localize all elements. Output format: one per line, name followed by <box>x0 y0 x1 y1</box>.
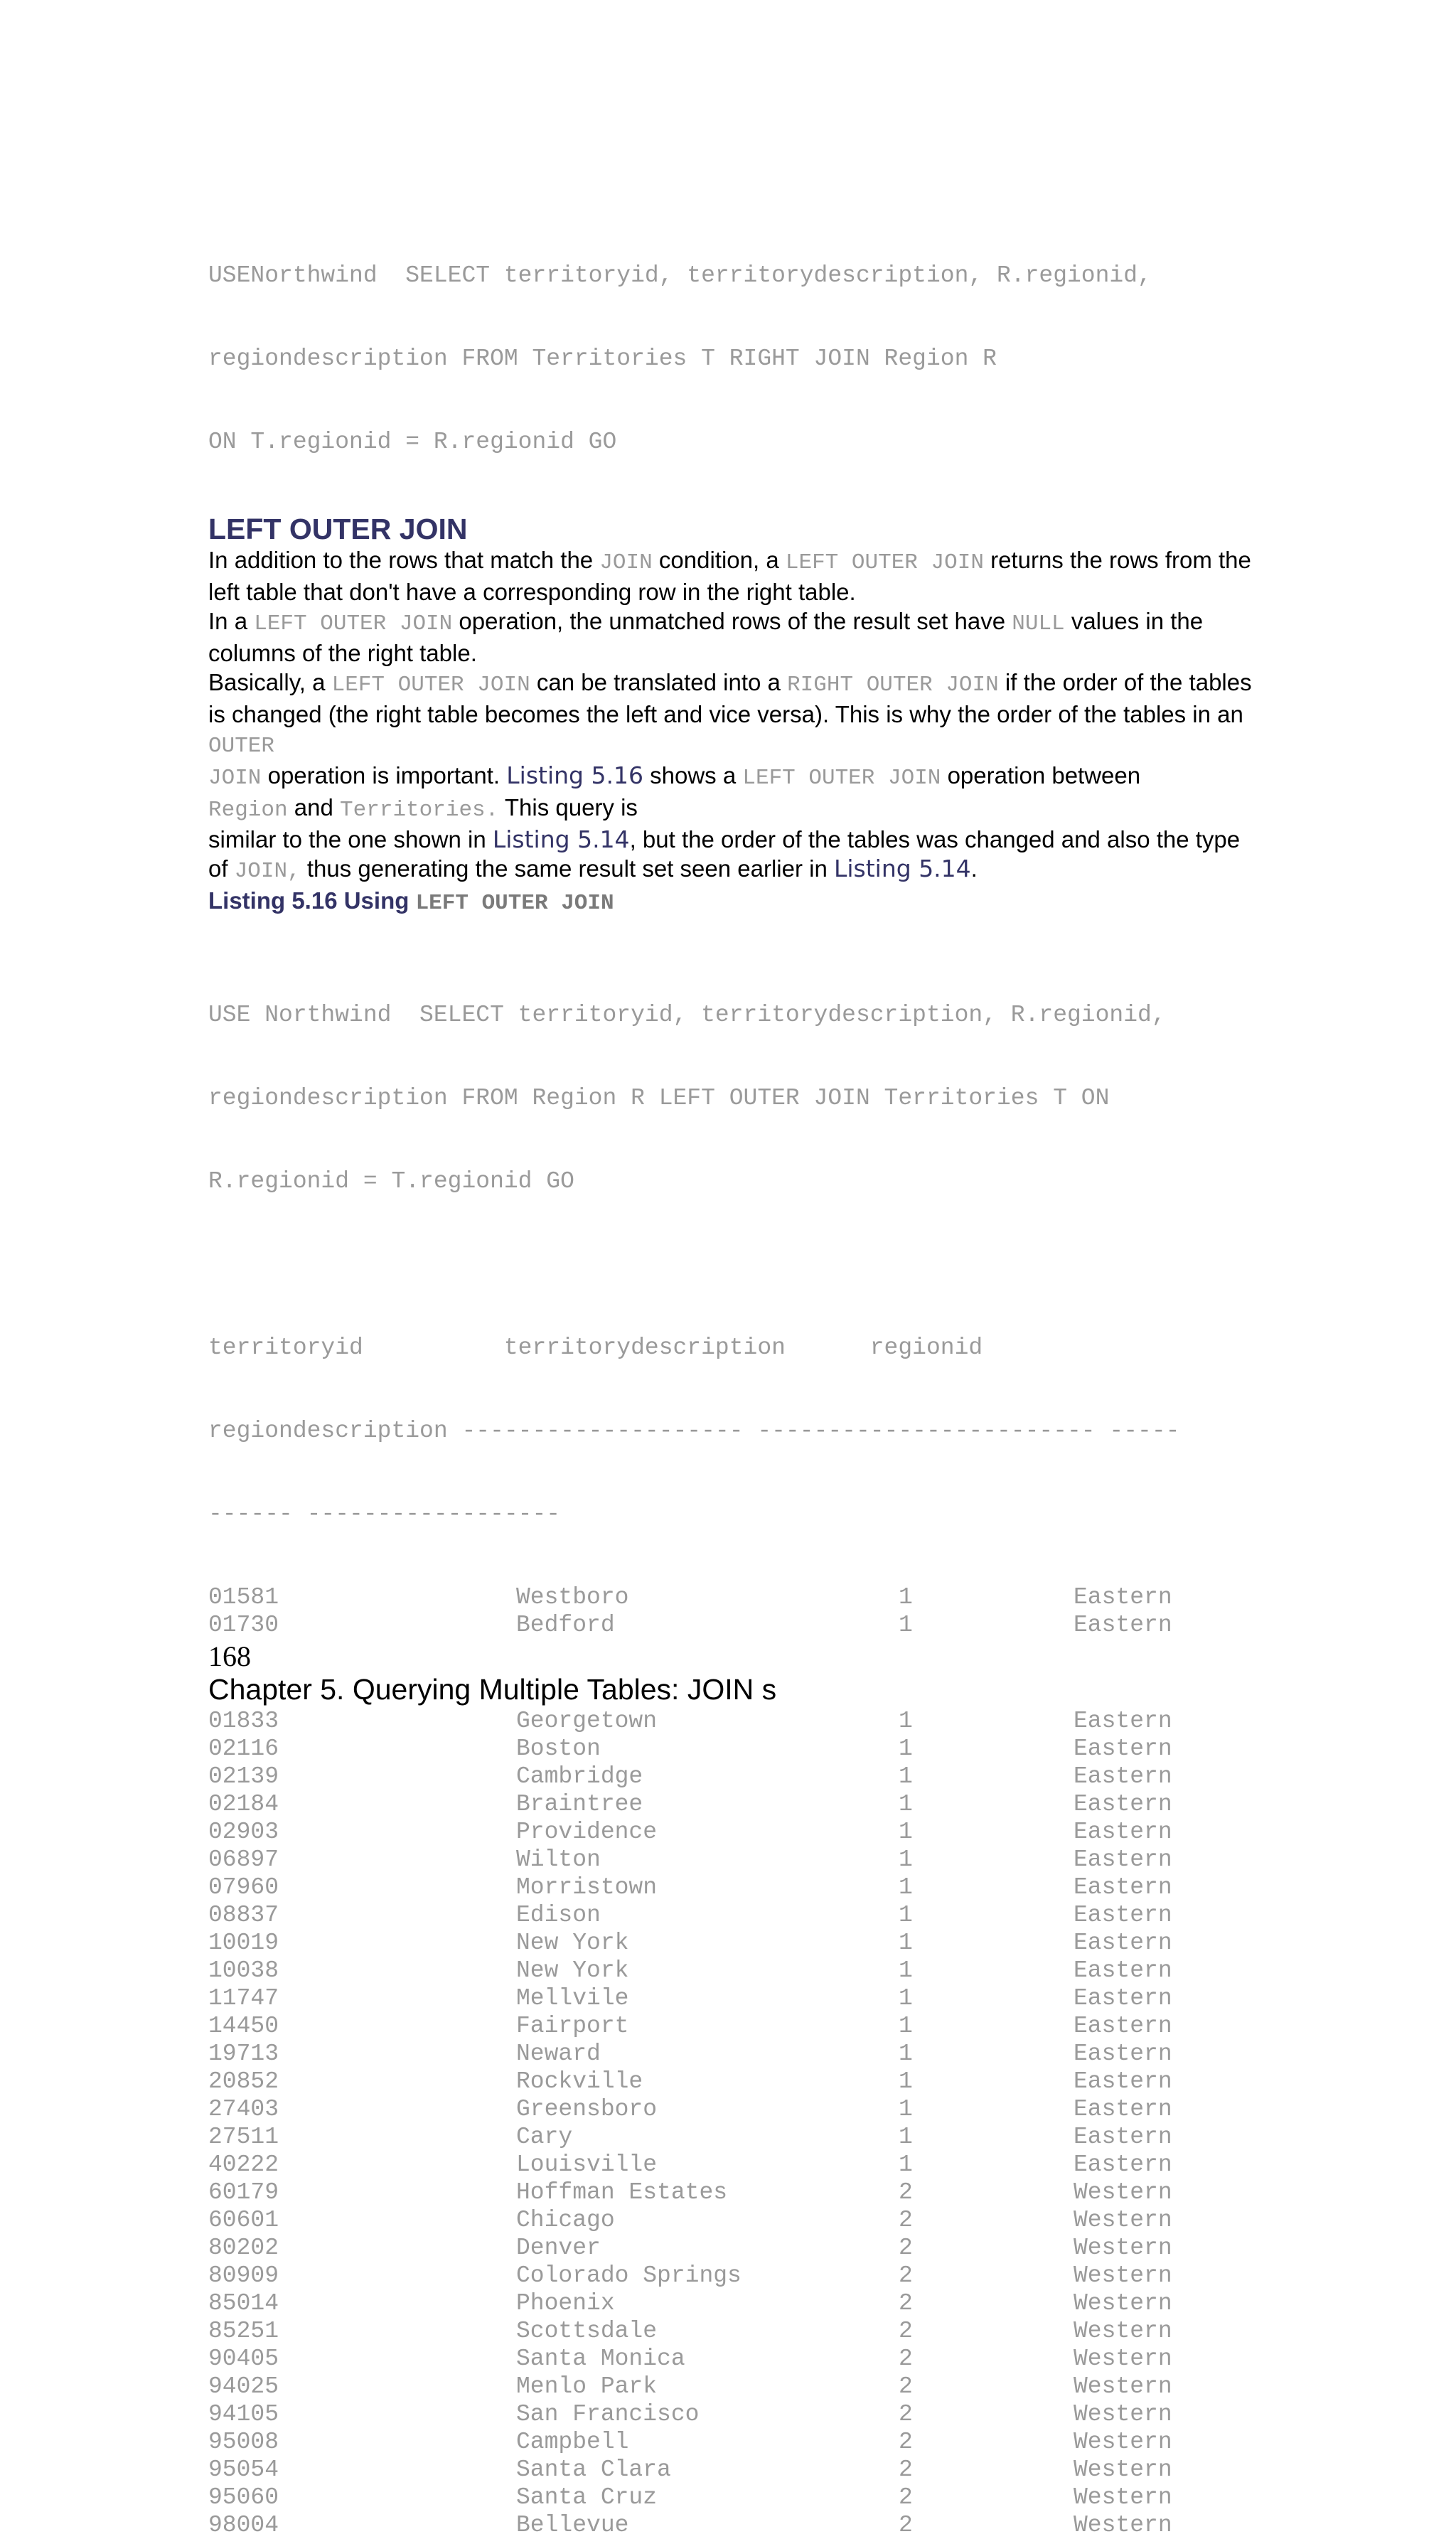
table-row <box>208 1873 1253 1901</box>
territory-description-cell: Wilton <box>516 1846 601 1873</box>
region-id-cell: 1 <box>899 1708 913 1734</box>
table-row <box>208 2456 1253 2484</box>
territory-description-cell: Bellevue <box>516 2512 629 2538</box>
table-row <box>208 1984 1253 2012</box>
text: This query is <box>498 794 638 821</box>
territory-id-cell: 10019 <box>208 1930 279 1956</box>
region-id-cell: 2 <box>899 2373 913 2400</box>
table-row <box>208 1929 1253 1957</box>
territory-id-cell: 80202 <box>208 2235 279 2261</box>
territory-id-cell: 95054 <box>208 2457 279 2483</box>
inline-code: LEFT OUTER JOIN <box>785 550 984 575</box>
territory-description-cell: Boston <box>516 1736 601 1762</box>
table-row <box>208 2511 1253 2539</box>
region-description-cell: Eastern <box>1074 1846 1172 1873</box>
chapter-title: Chapter 5. Querying Multiple Tables: JOIN s <box>208 1673 777 1706</box>
territory-id-cell: 95060 <box>208 2484 279 2511</box>
inline-code: JOIN <box>208 766 262 791</box>
region-id-cell: 1 <box>899 1846 913 1873</box>
territory-description-cell: Campbell <box>516 2429 629 2455</box>
territory-description-cell: Santa Monica <box>516 2346 685 2372</box>
region-description-cell: Western <box>1074 2179 1172 2206</box>
region-id-cell: 2 <box>899 2207 913 2233</box>
region-id-cell: 2 <box>899 2235 913 2261</box>
territory-id-cell: 19713 <box>208 2041 279 2067</box>
territory-description-cell: New York <box>516 1930 629 1956</box>
territory-description-cell: Hoffman Estates <box>516 2179 728 2206</box>
territory-description-cell: Mellvile <box>516 1985 629 2011</box>
text: and <box>287 794 341 821</box>
region-description-cell: Western <box>1074 2318 1172 2344</box>
listing-link[interactable]: Listing 5.14 <box>833 855 971 882</box>
region-id-cell: 2 <box>899 2346 913 2372</box>
territory-description-cell: Cary <box>516 2124 573 2150</box>
territory-id-cell: 94025 <box>208 2373 279 2400</box>
region-description-cell: Eastern <box>1074 1584 1172 1610</box>
region-description-cell: Eastern <box>1074 2013 1172 2039</box>
territory-id-cell: 80909 <box>208 2262 279 2289</box>
inline-code: LEFT OUTER JOIN <box>254 611 453 636</box>
inline-code: NULL <box>1012 611 1065 636</box>
region-id-cell: 2 <box>899 2318 913 2344</box>
territory-id-cell: 20852 <box>208 2068 279 2095</box>
region-id-cell: 1 <box>899 2068 913 2095</box>
table-row <box>208 2234 1253 2262</box>
table-row <box>208 1763 1253 1790</box>
text: operation between <box>941 762 1141 789</box>
territory-id-cell: 01730 <box>208 1612 279 1638</box>
table-row <box>208 1790 1253 1818</box>
territory-id-cell: 94105 <box>208 2401 279 2427</box>
territory-id-cell: 14450 <box>208 2013 279 2039</box>
territory-id-cell: 06897 <box>208 1846 279 1873</box>
territory-description-cell: Cambridge <box>516 1763 643 1790</box>
section-heading: LEFT OUTER JOIN <box>208 513 468 545</box>
territory-id-cell: 85014 <box>208 2290 279 2316</box>
territory-id-cell: 08837 <box>208 1902 279 1928</box>
region-id-cell: 1 <box>899 1584 913 1610</box>
table-row <box>208 1583 1253 1611</box>
listing-caption <box>208 886 1253 918</box>
territory-description-cell: Bedford <box>516 1612 615 1638</box>
territory-id-cell: 27403 <box>208 2096 279 2122</box>
table-row <box>208 2428 1253 2456</box>
region-id-cell: 2 <box>899 2290 913 2316</box>
text: values in the columns of the right table. <box>208 608 1204 666</box>
code-line: regiondescription FROM Territories T RIGHT JOIN Region R <box>208 346 997 372</box>
region-description-cell: Eastern <box>1074 1874 1172 1901</box>
territory-id-cell: 02903 <box>208 1819 279 1845</box>
code-block-right-join <box>208 206 1253 511</box>
region-description-cell: Western <box>1074 2484 1172 2511</box>
table-row <box>208 2484 1253 2511</box>
paragraph-intro <box>208 545 1253 606</box>
region-description-cell: Eastern <box>1074 1736 1172 1762</box>
region-id-cell: 1 <box>899 1902 913 1928</box>
paragraph-unmatched <box>208 606 1253 668</box>
code-line: R.regionid = T.regionid GO <box>208 1168 574 1194</box>
territory-description-cell: San Francisco <box>516 2401 700 2427</box>
territory-id-cell: 07960 <box>208 1874 279 1901</box>
region-id-cell: 2 <box>899 2179 913 2206</box>
code-line: USE Northwind SELECT territoryid, territorydescription, R.regionid, <box>208 1002 1166 1028</box>
region-description-cell: Eastern <box>1074 1612 1172 1638</box>
territory-id-cell: 27511 <box>208 2124 279 2150</box>
region-id-cell: 2 <box>899 2512 913 2538</box>
territory-description-cell: Edison <box>516 1902 601 1928</box>
region-id-cell: 1 <box>899 2152 913 2178</box>
table-row <box>208 2317 1253 2345</box>
region-description-cell: Western <box>1074 2457 1172 2483</box>
region-description-cell: Eastern <box>1074 1957 1172 1984</box>
listing-link[interactable]: Listing 5.14 <box>492 825 630 853</box>
territory-description-cell: Neward <box>516 2041 601 2067</box>
territory-id-cell: 98004 <box>208 2512 279 2538</box>
code-line: regiondescription FROM Region R LEFT OUTER JOIN Territories T ON <box>208 1085 1110 1111</box>
territory-id-cell: 02116 <box>208 1736 279 1762</box>
territory-id-cell: 90405 <box>208 2346 279 2372</box>
territory-description-cell: Morristown <box>516 1874 658 1901</box>
table-row <box>208 2373 1253 2400</box>
table-row <box>208 2262 1253 2289</box>
table-row <box>208 1846 1253 1873</box>
region-id-cell: 1 <box>899 2096 913 2122</box>
region-description-cell: Eastern <box>1074 1791 1172 1817</box>
result-header-line: regiondescription -------------------- ------------------------ ----- <box>208 1418 1180 1444</box>
text: shows a <box>643 762 743 789</box>
territory-description-cell: Rockville <box>516 2068 643 2095</box>
territory-id-cell: 60601 <box>208 2207 279 2233</box>
table-row <box>208 1611 1253 1639</box>
region-id-cell: 2 <box>899 2429 913 2455</box>
code-line: USENorthwind SELECT territoryid, territorydescription, R.regionid, <box>208 262 1152 289</box>
region-description-cell: Eastern <box>1074 2124 1172 2150</box>
territory-id-cell: 02184 <box>208 1791 279 1817</box>
territory-description-cell: Scottsdale <box>516 2318 658 2344</box>
region-description-cell: Western <box>1074 2290 1172 2316</box>
listing-caption-code: LEFT OUTER JOIN <box>415 891 614 916</box>
code-block-left-outer-join <box>208 946 1253 1251</box>
table-row <box>208 1818 1253 1846</box>
inline-code: JOIN, <box>234 859 301 884</box>
region-id-cell: 1 <box>899 1874 913 1901</box>
region-id-cell: 1 <box>899 1819 913 1845</box>
territory-id-cell: 01833 <box>208 1708 279 1734</box>
territory-id-cell: 95008 <box>208 2429 279 2455</box>
text: . <box>970 855 978 882</box>
region-id-cell: 1 <box>899 1985 913 2011</box>
territory-description-cell: Louisville <box>516 2152 658 2178</box>
region-id-cell: 1 <box>899 1736 913 1762</box>
table-row <box>208 1735 1253 1763</box>
territory-description-cell: Phoenix <box>516 2290 615 2316</box>
text: operation, the unmatched rows of the result set have <box>452 608 1012 634</box>
territory-description-cell: Georgetown <box>516 1708 658 1734</box>
region-description-cell: Western <box>1074 2262 1172 2289</box>
table-row <box>208 2206 1253 2234</box>
table-row <box>208 2040 1253 2068</box>
text: can be translated into a <box>530 669 788 695</box>
territory-description-cell: Braintree <box>516 1791 643 1817</box>
territory-description-cell: Menlo Park <box>516 2373 658 2400</box>
table-row <box>208 2095 1253 2123</box>
territory-id-cell: 85251 <box>208 2318 279 2344</box>
territory-description-cell: Providence <box>516 1819 658 1845</box>
territory-id-cell: 60179 <box>208 2179 279 2206</box>
table-row <box>208 2123 1253 2151</box>
territory-id-cell: 40222 <box>208 2152 279 2178</box>
region-description-cell: Western <box>1074 2346 1172 2372</box>
region-id-cell: 1 <box>899 2041 913 2067</box>
territory-description-cell: New York <box>516 1957 629 1984</box>
region-id-cell: 1 <box>899 1612 913 1638</box>
text: similar to the one shown in <box>208 826 493 852</box>
table-row <box>208 1901 1253 1929</box>
region-id-cell: 2 <box>899 2457 913 2483</box>
table-row <box>208 2012 1253 2040</box>
text: In addition to the rows that match the <box>208 547 600 573</box>
inline-code: OUTER <box>208 734 275 759</box>
territory-description-cell: Westboro <box>516 1584 629 1610</box>
territory-description-cell: Chicago <box>516 2207 615 2233</box>
region-description-cell: Eastern <box>1074 2041 1172 2067</box>
inline-code: LEFT OUTER JOIN <box>742 766 941 791</box>
region-description-cell: Eastern <box>1074 1819 1172 1845</box>
territory-description-cell: Denver <box>516 2235 601 2261</box>
territory-description-cell: Santa Cruz <box>516 2484 658 2511</box>
territory-description-cell: Santa Clara <box>516 2457 671 2483</box>
inline-code: LEFT OUTER JOIN <box>331 673 530 697</box>
region-id-cell: 1 <box>899 1791 913 1817</box>
table-row <box>208 2179 1253 2206</box>
territory-id-cell: 02139 <box>208 1763 279 1790</box>
table-row <box>208 2400 1253 2428</box>
region-id-cell: 1 <box>899 2124 913 2150</box>
region-description-cell: Western <box>1074 2512 1172 2538</box>
region-description-cell: Western <box>1074 2401 1172 2427</box>
table-row <box>208 2151 1253 2179</box>
region-id-cell: 2 <box>899 2262 913 2289</box>
table-row <box>208 2068 1253 2095</box>
region-id-cell: 1 <box>899 1957 913 1984</box>
text: operation is important. <box>261 762 507 789</box>
text: if the order of the tables is changed (the right table becomes the left and vice versa). This is why the order of the tables in an <box>208 669 1252 727</box>
region-description-cell: Eastern <box>1074 1930 1172 1956</box>
text: returns the rows from the left table that don't have a corresponding row in the right table. <box>208 547 1251 605</box>
region-description-cell: Western <box>1074 2373 1172 2400</box>
text: thus generating the same result set seen earlier in <box>300 855 834 882</box>
region-description-cell: Eastern <box>1074 1763 1172 1790</box>
text: In a <box>208 608 255 634</box>
territory-description-cell: Colorado Springs <box>516 2262 742 2289</box>
region-id-cell: 2 <box>899 2401 913 2427</box>
region-description-cell: Eastern <box>1074 2096 1172 2122</box>
result-header-line: territoryid territorydescription regionid <box>208 1335 983 1361</box>
inline-code: Region <box>208 798 288 823</box>
region-description-cell: Western <box>1074 2235 1172 2261</box>
territory-description-cell: Fairport <box>516 2013 629 2039</box>
page-number: 168 <box>208 1640 251 1672</box>
region-description-cell: Eastern <box>1074 1708 1172 1734</box>
territory-id-cell: 11747 <box>208 1985 279 2011</box>
region-description-cell: Eastern <box>1074 2152 1172 2178</box>
document-page <box>208 206 1253 2539</box>
region-description-cell: Eastern <box>1074 2068 1172 2095</box>
table-row <box>208 1707 1253 1735</box>
listing-link[interactable]: Listing 5.16 <box>506 761 643 789</box>
region-description-cell: Western <box>1074 2429 1172 2455</box>
table-row <box>208 2345 1253 2373</box>
code-line: ON T.regionid = R.regionid GO <box>208 429 617 455</box>
paragraph-translation <box>208 668 1253 886</box>
territory-description-cell: Greensboro <box>516 2096 658 2122</box>
region-id-cell: 1 <box>899 1930 913 1956</box>
listing-caption-label: Listing 5.16 Using <box>208 887 416 914</box>
result-rows-after-break <box>208 1707 1253 2539</box>
result-rows-before-break <box>208 1583 1253 1639</box>
territory-id-cell: 10038 <box>208 1957 279 1984</box>
region-id-cell: 1 <box>899 1763 913 1790</box>
territory-id-cell: 01581 <box>208 1584 279 1610</box>
text: condition, a <box>652 547 786 573</box>
region-id-cell: 2 <box>899 2484 913 2511</box>
region-description-cell: Eastern <box>1074 1902 1172 1928</box>
inline-code: Territories. <box>340 798 499 823</box>
region-id-cell: 1 <box>899 2013 913 2039</box>
text: , but the order of the tables was changed and also the type of <box>208 826 1241 882</box>
region-description-cell: Eastern <box>1074 1985 1172 2011</box>
text: Basically, a <box>208 669 332 695</box>
region-description-cell: Western <box>1074 2207 1172 2233</box>
inline-code: JOIN <box>599 550 653 575</box>
result-header <box>208 1278 1253 1583</box>
inline-code: RIGHT OUTER JOIN <box>787 673 999 697</box>
result-header-line: ------ ------------------ <box>208 1501 561 1527</box>
table-row <box>208 1957 1253 1984</box>
table-row <box>208 2289 1253 2317</box>
